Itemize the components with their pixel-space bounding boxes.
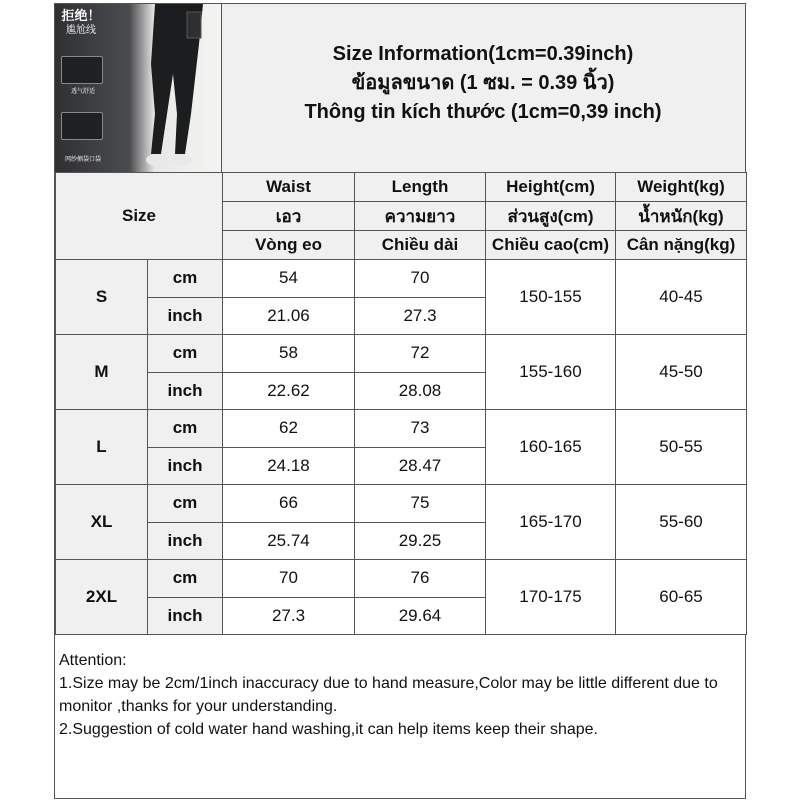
unit-inch: inch	[148, 447, 223, 485]
pocket-caption: 网纱侧袋口袋	[64, 156, 101, 163]
photo-tag	[59, 8, 103, 40]
length-inch: 29.25	[355, 522, 486, 560]
unit-inch: inch	[148, 297, 223, 335]
col-header-length-vi: Chiều dài	[355, 231, 486, 260]
col-header-weight-thai: น้ำหนัก(kg)	[616, 202, 747, 231]
length-cm: 73	[355, 410, 486, 448]
unit-inch: inch	[148, 597, 223, 635]
chart-titles	[221, 40, 745, 127]
notes-heading: Attention:	[59, 652, 127, 669]
unit-cm: cm	[148, 260, 223, 298]
height-range: 165-170	[486, 485, 616, 560]
title-vietnamese: Thông tin kích thước (1cm=0,39 inch)	[304, 101, 662, 123]
col-header-height: Height(cm)	[486, 173, 616, 202]
title-english: Size Information(1cm=0.39inch)	[332, 43, 634, 65]
unit-cm: cm	[148, 335, 223, 373]
col-header-height-thai: ส่วนสูง(cm)	[486, 202, 616, 231]
waist-cm: 62	[223, 410, 355, 448]
size-table	[55, 172, 747, 635]
size-name: 2XL	[56, 560, 148, 635]
length-inch: 27.3	[355, 297, 486, 335]
chart-header	[55, 4, 745, 173]
size-chart	[54, 3, 746, 799]
waist-cm: 66	[223, 485, 355, 523]
photo-tag-line1: 拒绝！	[61, 9, 101, 24]
weight-range: 40-45	[616, 260, 747, 335]
length-cm: 72	[355, 335, 486, 373]
length-cm: 75	[355, 485, 486, 523]
weight-range: 60-65	[616, 560, 747, 635]
unit-inch: inch	[148, 522, 223, 560]
col-header-length-thai: ความยาว	[355, 202, 486, 231]
notes-line1: 1.Size may be 2cm/1inch inaccuracy due to hand measure,Color may be little different due to monitor ,thanks for your understanding.	[59, 675, 718, 715]
detail-caption: 透气舒适	[70, 88, 95, 95]
waist-cm: 70	[223, 560, 355, 598]
attention-notes	[55, 646, 745, 744]
notes-line2: 2.Suggestion of cold water hand washing,it can help items keep their shape.	[59, 721, 598, 738]
table-row	[56, 335, 747, 373]
waist-inch: 25.74	[223, 522, 355, 560]
product-photo	[55, 4, 222, 172]
waist-inch: 24.18	[223, 447, 355, 485]
height-range: 155-160	[486, 335, 616, 410]
height-range: 170-175	[486, 560, 616, 635]
waist-cm: 58	[223, 335, 355, 373]
waist-inch: 22.62	[223, 372, 355, 410]
col-header-waist-vi: Vòng eo	[223, 231, 355, 260]
length-inch: 28.47	[355, 447, 486, 485]
title-thai: ข้อมูลขนาด (1 ซม. = 0.39 นิ้ว)	[351, 72, 615, 94]
weight-range: 50-55	[616, 410, 747, 485]
waist-inch: 21.06	[223, 297, 355, 335]
length-cm: 70	[355, 260, 486, 298]
table-row	[56, 260, 747, 298]
unit-inch: inch	[148, 372, 223, 410]
leggings-figure-icon	[125, 4, 221, 172]
size-name: S	[56, 260, 148, 335]
length-inch: 28.08	[355, 372, 486, 410]
size-header: Size	[56, 173, 223, 260]
size-name: XL	[56, 485, 148, 560]
unit-cm: cm	[148, 410, 223, 448]
size-name: M	[56, 335, 148, 410]
col-header-height-vi: Chiều cao(cm)	[486, 231, 616, 260]
col-header-waist: Waist	[223, 173, 355, 202]
unit-cm: cm	[148, 560, 223, 598]
size-name: L	[56, 410, 148, 485]
length-inch: 29.64	[355, 597, 486, 635]
photo-tag-line2: 尴尬线	[66, 25, 96, 36]
col-header-length: Length	[355, 173, 486, 202]
col-header-waist-thai: เอว	[223, 202, 355, 231]
waist-inch: 27.3	[223, 597, 355, 635]
height-range: 160-165	[486, 410, 616, 485]
table-row	[56, 410, 747, 448]
table-row	[56, 485, 747, 523]
weight-range: 45-50	[616, 335, 747, 410]
pocket-thumbnail	[61, 112, 103, 140]
weight-range: 55-60	[616, 485, 747, 560]
table-row	[56, 560, 747, 598]
height-range: 150-155	[486, 260, 616, 335]
length-cm: 76	[355, 560, 486, 598]
col-header-weight-vi: Cân nặng(kg)	[616, 231, 747, 260]
col-header-weight: Weight(kg)	[616, 173, 747, 202]
unit-cm: cm	[148, 485, 223, 523]
waist-cm: 54	[223, 260, 355, 298]
detail-thumbnail	[61, 56, 103, 84]
